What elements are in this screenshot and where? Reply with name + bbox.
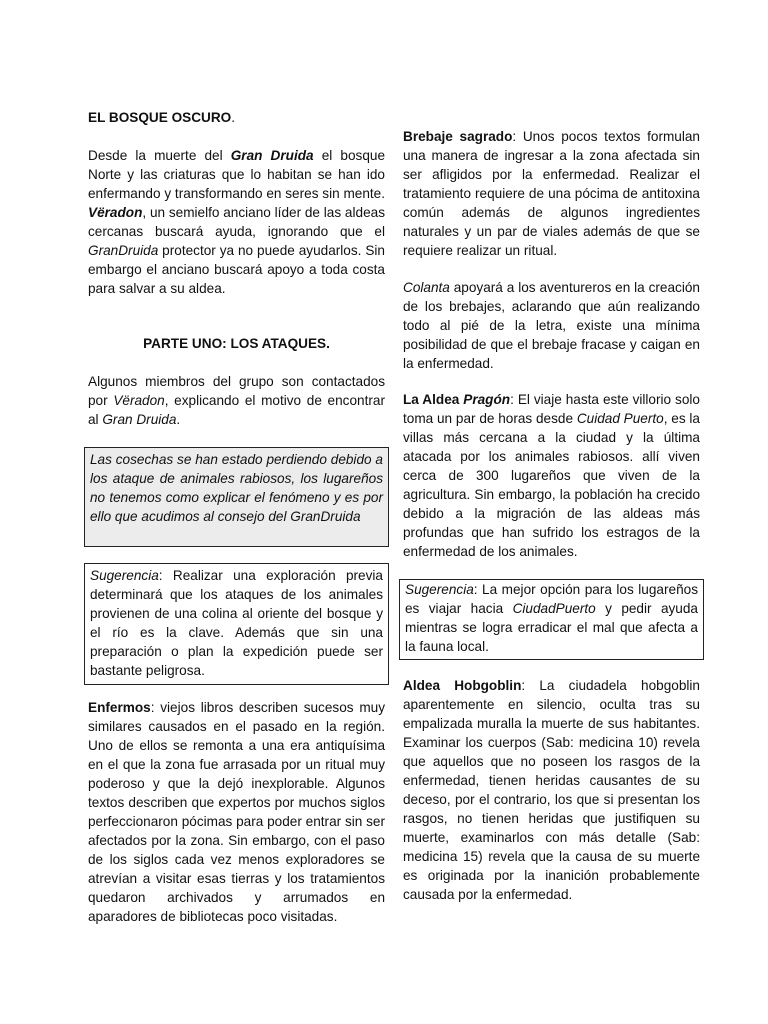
suggestion-left-label: Sugerencia <box>90 568 159 583</box>
members-paragraph <box>88 372 385 429</box>
title-text: EL BOSQUE OSCURO <box>88 110 232 125</box>
suggestion-left-text <box>90 566 383 680</box>
members-text-2: , explicando el motivo de encontrar al <box>88 393 385 427</box>
gran-druida-mention: Gran Druida <box>102 412 177 427</box>
pragon-name: Pragón <box>463 392 511 407</box>
ciudad-puerto-mention: CiudadPuerto <box>512 601 596 616</box>
part-one-heading: PARTE UNO: LOS ATAQUES. <box>143 336 330 351</box>
members-text-3: . <box>176 412 181 427</box>
cuidad-puerto-mention: Cuidad Puerto <box>576 411 664 426</box>
suggestion-box-right <box>399 579 704 660</box>
enfermos-body: : viejos libros describen sucesos muy similares causados en el pasado en la región. Uno de ellos se remonta a una era antiquísima en el que la zona fue arrasada por un ritual muy poderoso y que la dejó inexplorable. Algunos textos describen que expertos por muchos siglos perfeccionaron pócimas para poder entrar sin ser afectados por la zona. Sin embargo, con el paso de los siglos cada vez menos exploradores se atrevían a visitar esas tierras y los tratamientos quedaron archivados y arrumados en aparadores de bibliotecas poco visitadas. <box>88 700 385 924</box>
intro-text-1: Desde la muerte del <box>88 148 231 163</box>
quote-box <box>84 447 389 547</box>
intro-text-4: protector ya no puede ayudarlos. Sin embargo el anciano buscará apoyo a toda costa para salvar a su aldea. <box>88 243 385 296</box>
intro-text-2: el bosque Norte y las criaturas que lo habitan se han ido enfermando y transformando en seres sin mente. <box>88 148 386 201</box>
hobgoblin-body: : La ciudadela hobgoblin aparentemente en silencio, oculta tras su empalizada muralla la muerte de sus habitantes. Examinar los cuerpos (Sab: medicina 10) revela que aquellos que no poseen los rasgos de la enfermedad, tienen heridas causantes de su deceso, por el contrario, los que si presentan los rasgos, no tienen heridas que justifiquen su muerte, examinarlos con más detalle (Sab: medicina 15) revela que la causa de su muerte es originada por la inanición probablemente causada por la enfermedad. <box>403 678 700 902</box>
gran-druida-emphasis: Gran Druida <box>230 148 314 163</box>
suggestion-right-text-2: y pedir ayuda mientras se logra erradicar el mal que afecta a la fauna local. <box>405 601 698 654</box>
veradon-emphasis: Vëradon <box>88 205 143 220</box>
pragon-text-2: , es la villas más cercana a la ciudad y la última atacada por los animales rabiosos. allí viven cerca de 300 lugareños que viven de la agricultura. Sin embargo, la población ha crecido debido a la migración de las aldeas más profundas que han sufrido los estragos de la enfermedad de los animales. <box>403 411 700 559</box>
suggestion-right-label: Sugerencia <box>405 582 474 597</box>
suggestion-right-text <box>405 580 698 656</box>
veradon-mention: Vëradon <box>113 393 165 408</box>
colanta-paragraph <box>403 278 700 373</box>
brebaje-label: Brebaje sagrado <box>403 129 513 144</box>
enfermos-label: Enfermos <box>88 700 151 715</box>
villager-quote: Las cosechas se han estado perdiendo debido a los ataque de animales rabiosos, los lugareños no tenemos como explicar el fenómeno y es por ello que acudimos al consejo del GranDruida <box>90 452 383 524</box>
brew-paragraph <box>403 127 700 260</box>
members-text-1: Algunos miembros del grupo son contactados por <box>88 374 385 408</box>
suggestion-right-text-1: : La mejor opción para los lugareños es viajar hacia <box>405 582 698 616</box>
hobgoblin-label: Aldea Hobgoblin <box>403 678 522 693</box>
pragon-text-1: : El viaje hasta este villorio solo toma un par de horas desde <box>403 392 700 426</box>
brebaje-body: : Unos pocos textos formulan una manera de ingresar a la zona afectada sin ser afligidos por la enfermedad. Realizar el tratamiento requiere de una pócima de antitoxina común además de algunos ingredientes naturales y un par de viales además de que se requiere realizar un ritual. <box>403 129 700 258</box>
suggestion-left-body: : Realizar una exploración previa determinará que los ataques de los animales provienen de una colina al oriente del bosque y el río es la clave. Además que sin una preparación o plan la expedición puede ser bastante peligrosa. <box>90 568 383 678</box>
colanta-body: apoyará a los aventureros en la creación de los brebajes, aclarando que aún realizando todo al pié de la letra, existe una mínima posibilidad de que el brebaje fracase y caigan en la enfermedad. <box>403 280 700 371</box>
intro-paragraph <box>88 146 385 298</box>
suggestion-box-left <box>84 563 389 685</box>
grandruida-emphasis: GranDruida <box>88 243 159 258</box>
document-title <box>88 108 235 127</box>
hobgoblin-paragraph <box>403 676 700 904</box>
title-period: . <box>231 110 236 125</box>
colanta-name: Colanta <box>403 280 450 295</box>
sick-paragraph <box>88 698 385 926</box>
intro-text-3: , un semielfo anciano líder de las aldeas cercanas buscará ayuda, ignorando que el <box>88 205 385 239</box>
pragon-label: La Aldea <box>403 392 464 407</box>
pragon-paragraph <box>403 390 700 561</box>
